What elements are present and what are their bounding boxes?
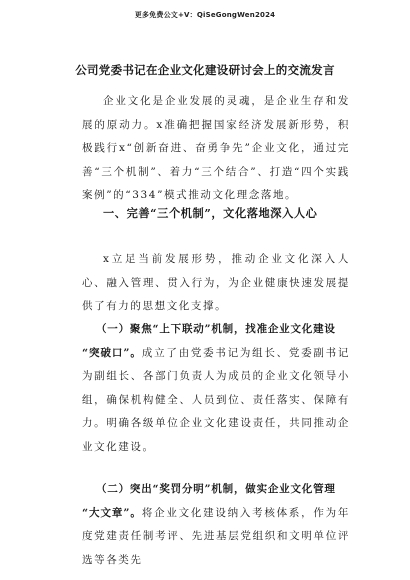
document-title: 公司党委书记在企业文化建设研讨会上的交流发言	[75, 63, 335, 77]
subsection-2	[82, 478, 350, 572]
intro-paragraph: 企业文化是企业发展的灵魂，是企业生存和发展的原动力。x准确把握国家经济发展新形势，积极践行x“创新奋进、奋勇争先”企业文化，通过完善“三个机制”、着力“三个结合”、打造“四个实践案例”的“334”模式推动文化理念落地。	[82, 95, 350, 201]
subsection-1-heading-a: （一）聚焦“上下联动”机制，找准企业文化建设	[96, 323, 336, 335]
subsection-2-heading-b: “大文章”。	[82, 506, 142, 519]
section-heading-1: 一、完善“三个机制”，文化落地深入人心	[103, 206, 318, 220]
subsection-2-heading-a: （二）突出“奖罚分明”机制，做实企业文化管理	[96, 483, 336, 495]
subsection-2-text: 将企业文化建设纳入考核体系，作为年度党建责任制考评、先进基层党组织和文明单位评选等各类先	[82, 506, 350, 566]
header-note: 更多免费公文+V：QiSeGongWen2024	[134, 11, 276, 19]
subsection-1-text: 成立了由党委书记为组长、党委副书记为副组长、各部门负责人为成员的企业文化领导小组，确保机构健全、人员到位、责任落实、保障有力。明确各级单位企业文化建设责任，共同推动企业文化建设。	[82, 346, 350, 453]
section-1-paragraph: x立足当前发展形势，推动企业文化深入人心、融入管理、贯入行为，为企业健康快速发展提供了有力的思想文化支撑。	[82, 253, 350, 312]
subsection-1-heading-b: “突破口”。	[82, 346, 142, 359]
subsection-1	[82, 318, 350, 459]
